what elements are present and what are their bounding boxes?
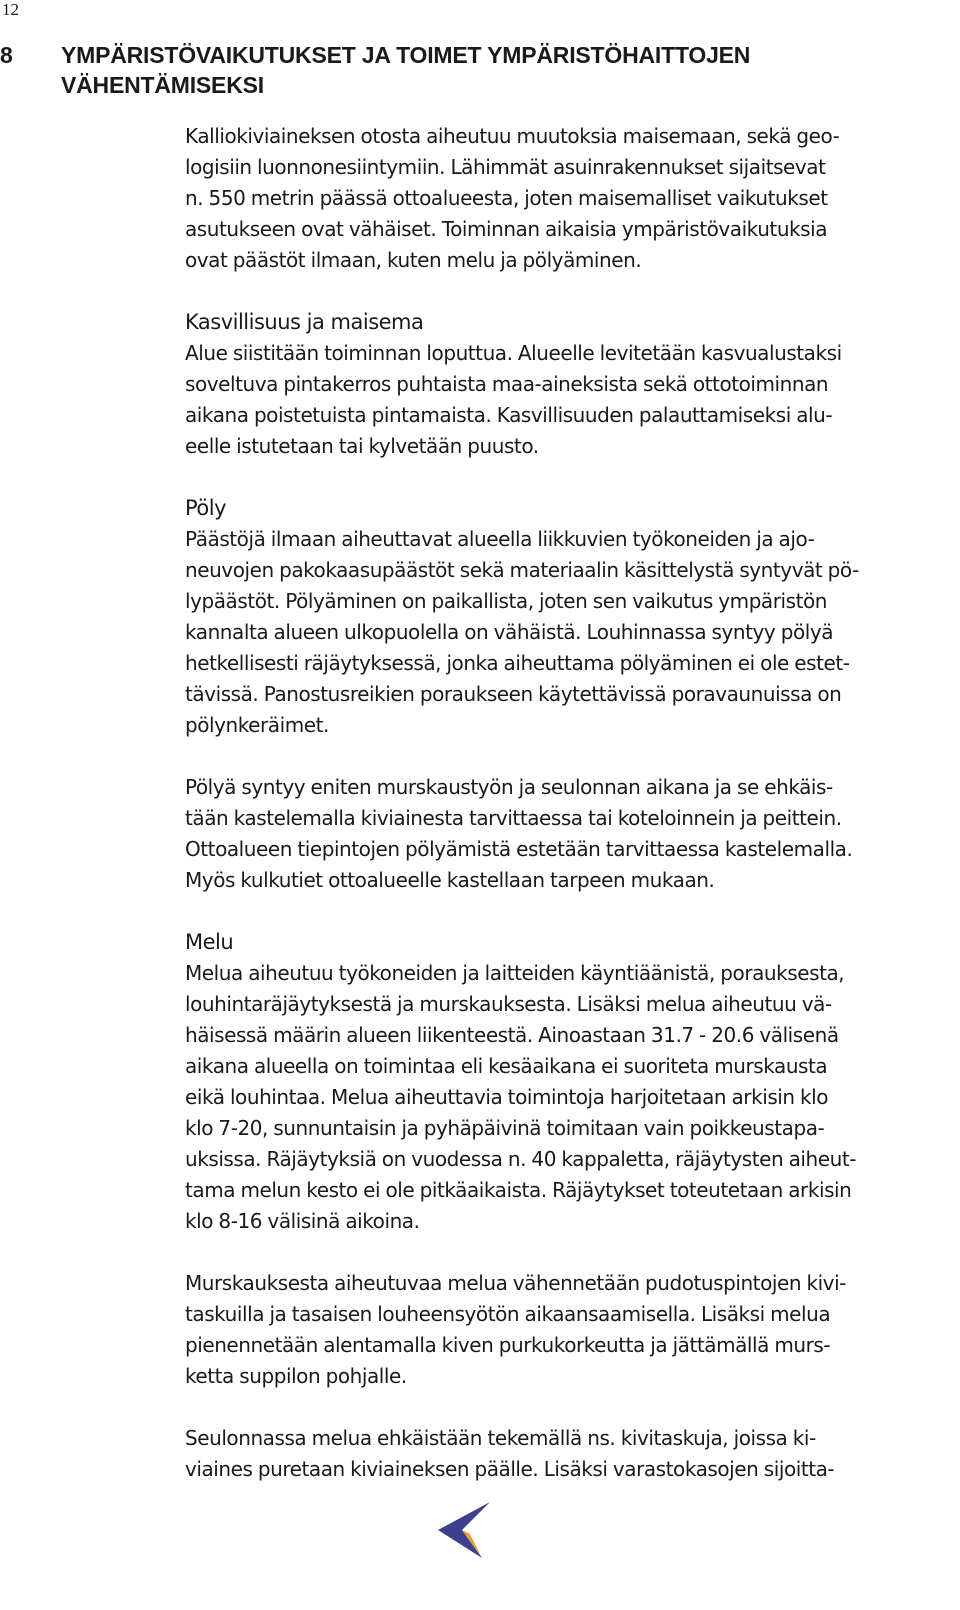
spacer <box>185 741 930 772</box>
poly-heading: Pöly <box>185 496 227 520</box>
intro-paragraph <box>185 121 930 276</box>
melu-line: Melua aiheutuu työkoneiden ja laitteiden käyntiäänistä, porauksesta, <box>185 961 845 985</box>
intro-line: Kalliokiviaineksen otosta aiheutuu muutoksia maisemaan, sekä geo- <box>185 124 840 148</box>
kasvillisuus-section <box>185 307 930 462</box>
kasvillisuus-line: aikana poistetuista pintamaista. Kasvillisuuden palauttamiseksi alu- <box>185 403 833 427</box>
intro-line: n. 550 metrin päässä ottoalueesta, joten maisemalliset vaikutukset <box>185 186 828 210</box>
poly-line: tävissä. Panostusreikien poraukseen käytettävissä poravaunuissa on <box>185 682 842 706</box>
melu-line: viaines puretaan kiviaineksen päälle. Lisäksi varastokasojen sijoitta- <box>185 1457 835 1481</box>
poly-line: tään kastelemalla kiviainesta tarvittaessa tai koteloinnein ja peittein. <box>185 806 842 830</box>
poly-line: Ottoalueen tiepintojen pölyämistä estetään tarvittaessa kastelemalla. <box>185 837 853 861</box>
melu-section <box>185 927 930 1485</box>
intro-line: logisiin luonnonesiintymiin. Lähimmät asuinrakennukset sijaitsevat <box>185 155 826 179</box>
melu-line: Seulonnassa melua ehkäistään tekemällä ns. kivitaskuja, joissa ki- <box>185 1426 816 1450</box>
poly-line: pölynkeräimet. <box>185 713 329 737</box>
kasvillisuus-line: eelle istutetaan tai kylvetään puusto. <box>185 434 539 458</box>
company-logo-icon <box>432 1500 492 1560</box>
melu-line: taskuilla ja tasaisen louheensyötön aikaansaamisella. Lisäksi melua <box>185 1302 831 1326</box>
kasvillisuus-line: Alue siistitään toiminnan loputtua. Alueelle levitetään kasvualustaksi <box>185 341 842 365</box>
spacer <box>185 276 930 307</box>
melu-line: Murskauksesta aiheutuvaa melua vähennetään pudotuspintojen kivi- <box>185 1271 846 1295</box>
section-heading <box>0 40 940 100</box>
poly-line: Päästöjä ilmaan aiheuttavat alueella liikkuvien työkoneiden ja ajo- <box>185 527 815 551</box>
poly-line: hetkellisesti räjäytyksessä, jonka aiheuttama pölyäminen ei ole estet- <box>185 651 850 675</box>
section-title-line-2: VÄHENTÄMISEKSI <box>61 72 264 98</box>
melu-line: aikana alueella on toimintaa eli kesäaikana ei suoriteta murskausta <box>185 1054 828 1078</box>
poly-section <box>185 493 930 896</box>
poly-line: lypäästöt. Pölyäminen on paikallista, joten sen vaikutus ympäristön <box>185 589 827 613</box>
melu-line: klo 7-20, sunnuntaisin ja pyhäpäivinä toimitaan vain poikkeustapa- <box>185 1116 825 1140</box>
melu-line: louhintaräjäytyksestä ja murskauksesta. Lisäksi melua aiheutuu vä- <box>185 992 832 1016</box>
intro-line: asutukseen ovat vähäiset. Toiminnan aikaisia ympäristövaikutuksia <box>185 217 828 241</box>
page-number: 12 <box>2 0 19 19</box>
kasvillisuus-heading: Kasvillisuus ja maisema <box>185 310 424 334</box>
spacer <box>185 462 930 493</box>
melu-line: häisessä määrin alueen liikenteestä. Ainoastaan 31.7 - 20.6 välisenä <box>185 1023 839 1047</box>
poly-line: Myös kulkutiet ottoalueelle kastellaan tarpeen mukaan. <box>185 868 715 892</box>
spacer <box>185 896 930 927</box>
spacer <box>185 1237 930 1268</box>
melu-line: eikä louhintaa. Melua aiheuttavia toimintoja harjoitetaan arkisin klo <box>185 1085 829 1109</box>
melu-line: pienennetään alentamalla kiven purkukorkeutta ja jättämällä murs- <box>185 1333 831 1357</box>
poly-line: Pölyä syntyy eniten murskaustyön ja seulonnan aikana ja se ehkäis- <box>185 775 833 799</box>
intro-line: ovat päästöt ilmaan, kuten melu ja pölyäminen. <box>185 248 642 272</box>
body-content <box>185 121 930 1485</box>
section-title-line-1: YMPÄRISTÖVAIKUTUKSET JA TOIMET YMPÄRISTÖHAITTOJEN <box>61 42 751 68</box>
kasvillisuus-line: soveltuva pintakerros puhtaista maa-aineksista sekä ottotoiminnan <box>185 372 829 396</box>
spacer <box>185 1392 930 1423</box>
poly-line: neuvojen pakokaasupäästöt sekä materiaalin käsittelystä syntyvät pö- <box>185 558 859 582</box>
melu-line: tama melun kesto ei ole pitkäaikaista. Räjäytykset toteutetaan arkisin <box>185 1178 852 1202</box>
poly-line: kannalta alueen ulkopuolella on vähäistä. Louhinnassa syntyy pölyä <box>185 620 834 644</box>
section-number: 8 <box>0 42 13 68</box>
melu-heading: Melu <box>185 930 234 954</box>
melu-line: ketta suppilon pohjalle. <box>185 1364 407 1388</box>
melu-line: uksissa. Räjäytyksiä on vuodessa n. 40 kappaletta, räjäytysten aiheut- <box>185 1147 857 1171</box>
melu-line: klo 8-16 välisinä aikoina. <box>185 1209 420 1233</box>
